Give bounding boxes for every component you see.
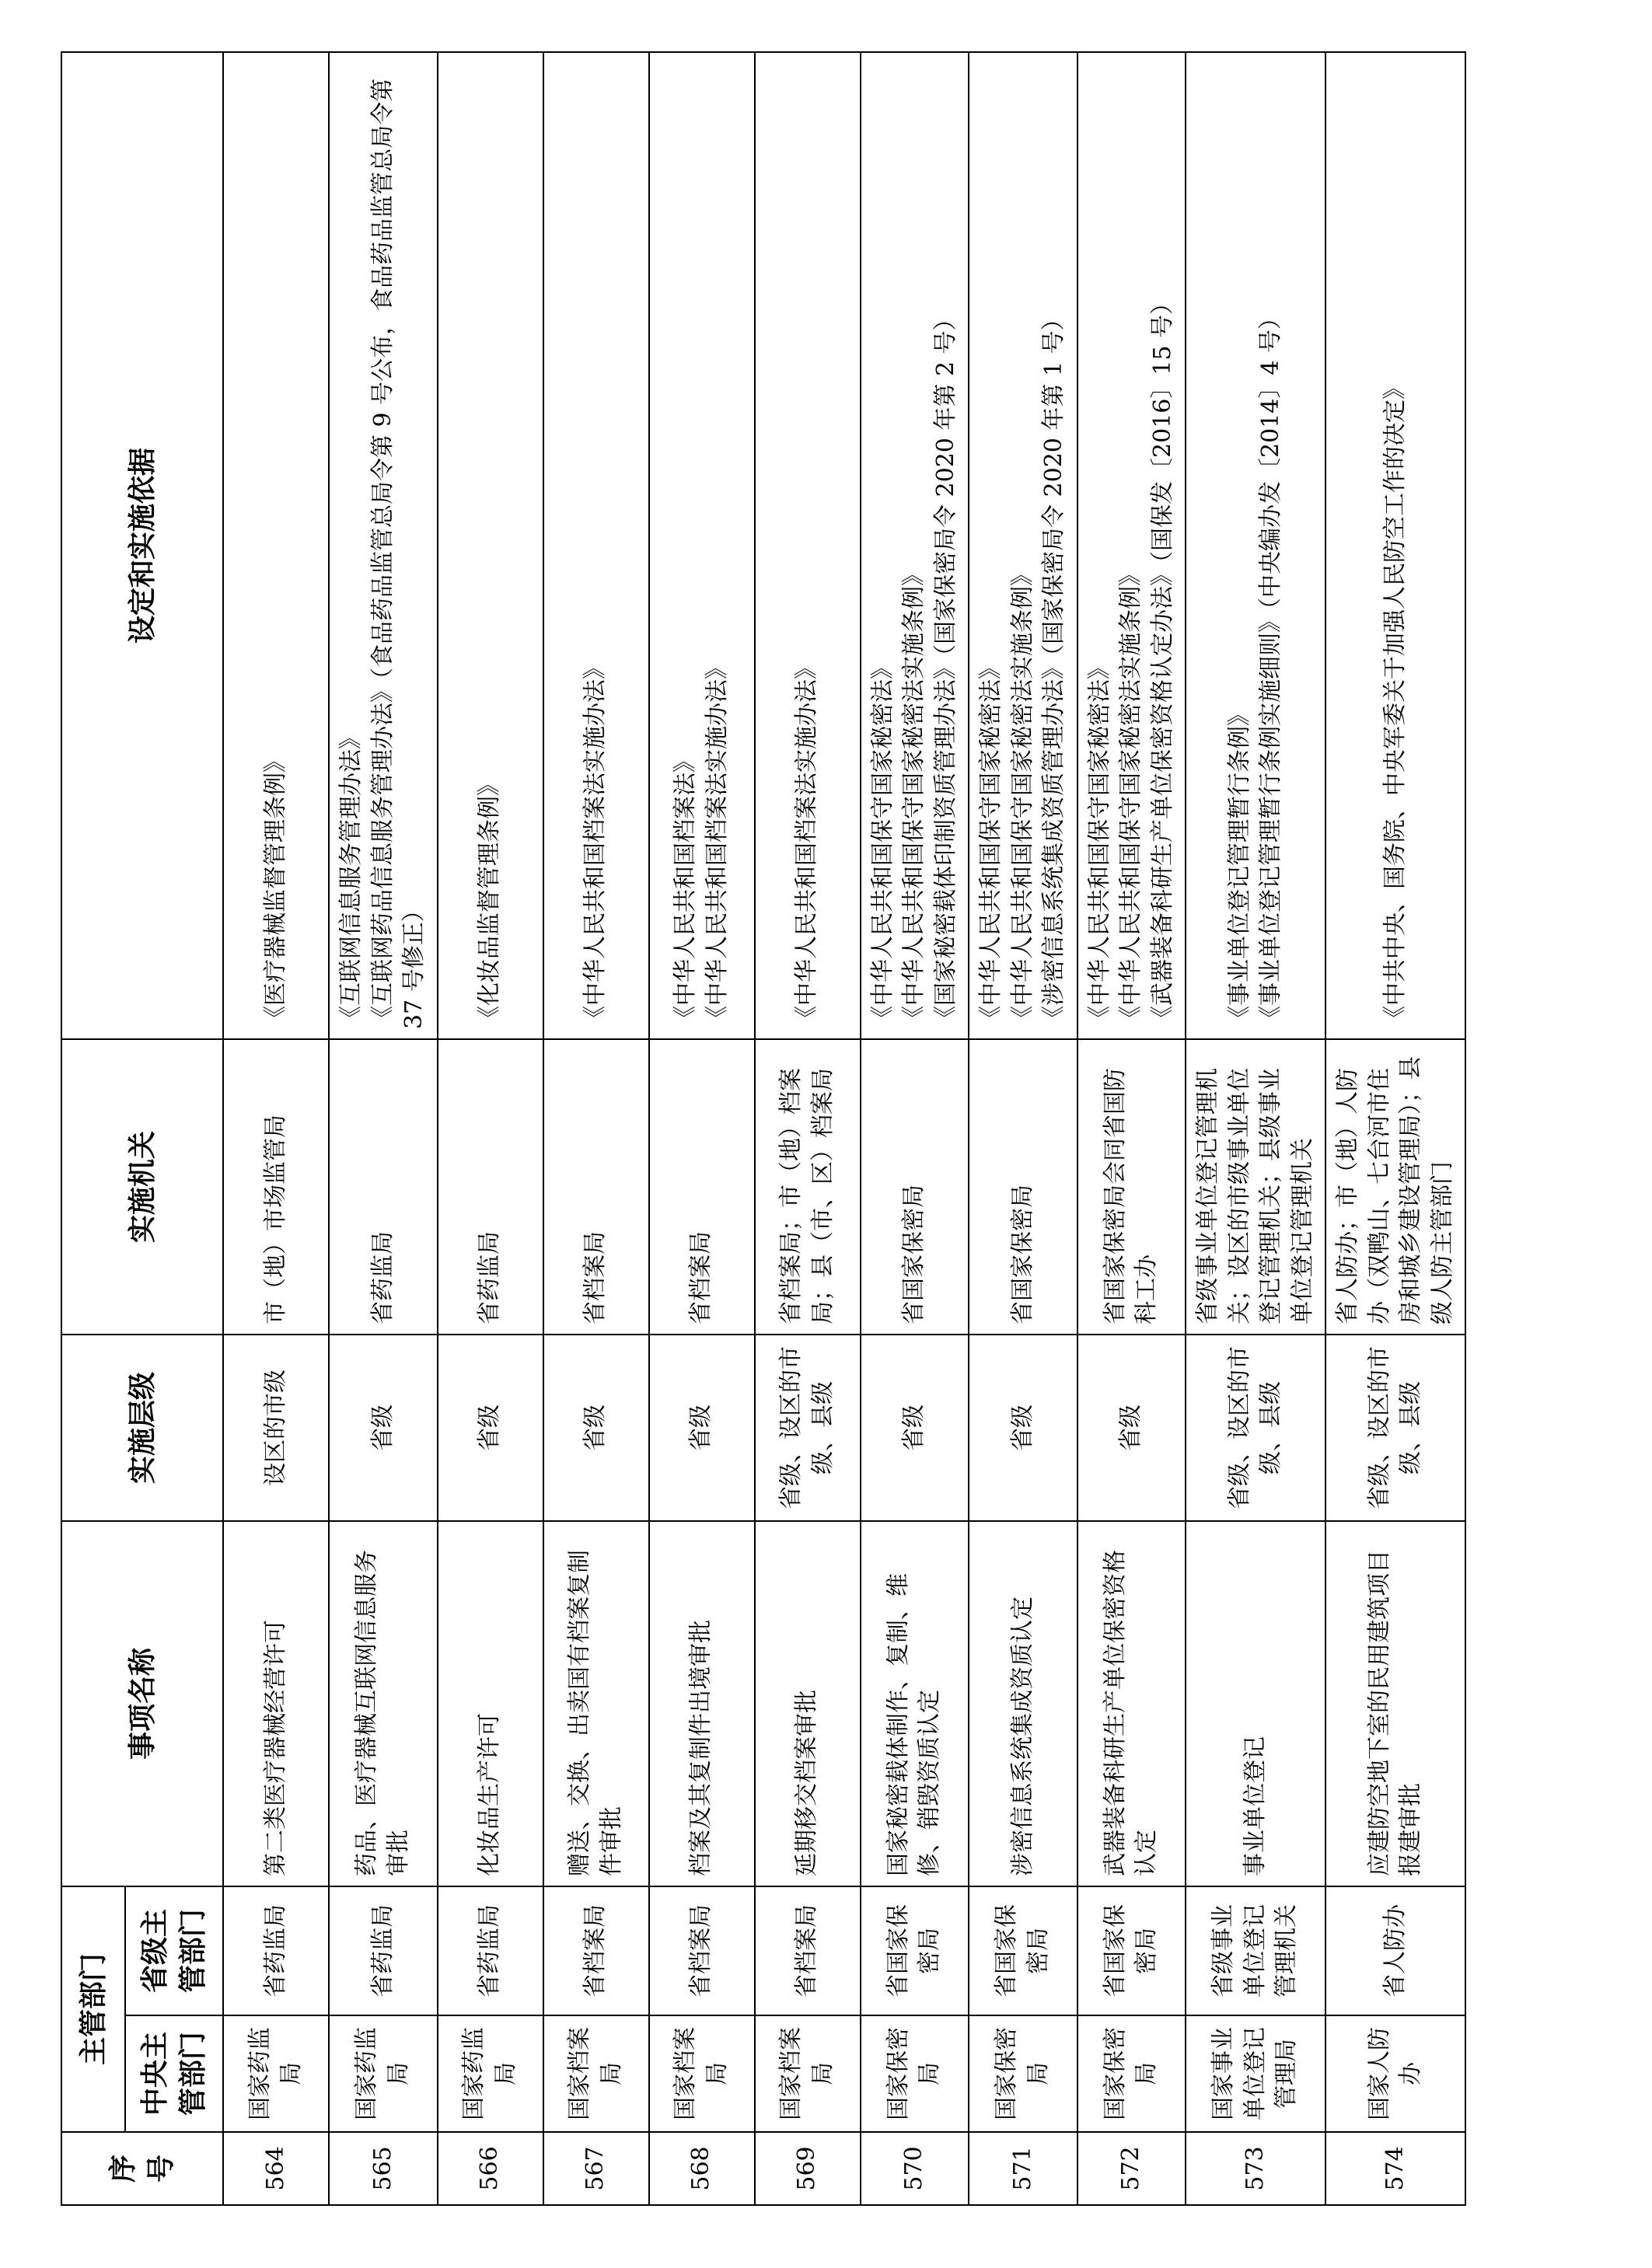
header-seq: 序号 xyxy=(61,2132,223,2205)
agency-cell: 省国家保密局会同省国防科工办 xyxy=(1077,1039,1186,1335)
seq-cell: 568 xyxy=(649,2132,755,2205)
basis-cell xyxy=(543,52,649,1039)
header-level: 实施层级 xyxy=(61,1335,223,1521)
basis-cell xyxy=(649,52,755,1039)
basis-cell xyxy=(1186,52,1325,1039)
level-cell: 省级 xyxy=(543,1335,649,1521)
basis-line: 《化妆品监督管理条例》 xyxy=(476,772,504,1029)
items-table xyxy=(61,51,1466,2206)
level-cell: 省级 xyxy=(861,1335,969,1521)
item-name-cell: 化妆品生产许可 xyxy=(438,1521,543,1886)
provincial-department-cell: 省药监局 xyxy=(223,1886,329,2015)
level-cell: 省级、设区的市级、县级 xyxy=(1186,1335,1325,1521)
header-row-1 xyxy=(61,52,125,2205)
central-department-cell: 国家档案局 xyxy=(649,2015,755,2132)
level-cell: 省级 xyxy=(649,1335,755,1521)
level-cell: 省级 xyxy=(438,1335,543,1521)
table-row xyxy=(329,52,438,2205)
central-department-cell: 国家人防办 xyxy=(1325,2015,1465,2132)
table-body xyxy=(223,52,1465,2205)
table-row xyxy=(438,52,543,2205)
provincial-department-cell: 省药监局 xyxy=(329,1886,438,2015)
item-name-cell: 延期移交档案审批 xyxy=(755,1521,861,1886)
agency-cell: 省药监局 xyxy=(329,1039,438,1335)
item-name-cell: 事业单位登记 xyxy=(1186,1521,1325,1886)
basis-cell xyxy=(969,52,1077,1039)
basis-cell xyxy=(861,52,969,1039)
provincial-department-cell: 省档案局 xyxy=(755,1886,861,2015)
agency-cell: 省级事业单位登记管理机关；设区的市级事业单位登记管理机关；县级事业单位登记管理机关 xyxy=(1186,1039,1325,1335)
seq-cell: 567 xyxy=(543,2132,649,2205)
basis-line: 《互联网药品信息服务管理办法》（食品药品监管总局令第 9 号公布，食品药品监管总局令第 37 号修正） xyxy=(368,78,428,1029)
header-basis: 设定和实施依据 xyxy=(61,52,223,1039)
basis-cell xyxy=(329,52,438,1039)
central-department-cell: 国家档案局 xyxy=(755,2015,861,2132)
level-cell: 设区的市级 xyxy=(223,1335,329,1521)
item-name-cell: 第二类医疗器械经营许可 xyxy=(223,1521,329,1886)
central-department-cell: 国家保密局 xyxy=(1077,2015,1186,2132)
level-cell: 省级、设区的市级、县级 xyxy=(1325,1335,1465,1521)
table-row xyxy=(1325,52,1465,2205)
basis-line: 《中华人民共和国档案法》 xyxy=(672,748,699,1029)
item-name-cell: 档案及其复制件出境审批 xyxy=(649,1521,755,1886)
central-department-cell: 国家保密局 xyxy=(861,2015,969,2132)
table-row xyxy=(223,52,329,2205)
provincial-department-cell: 省级事业单位登记管理机关 xyxy=(1186,1886,1325,2015)
basis-line: 《中华人民共和国保守国家秘密法实施条例》 xyxy=(900,562,927,1029)
basis-cell xyxy=(1325,52,1465,1039)
agency-cell: 省档案局 xyxy=(649,1039,755,1335)
central-department-cell: 国家事业单位登记管理局 xyxy=(1186,2015,1325,2132)
basis-cell xyxy=(1077,52,1186,1039)
basis-cell xyxy=(438,52,543,1039)
basis-line: 《中华人民共和国档案法实施办法》 xyxy=(793,655,821,1029)
table-row xyxy=(969,52,1077,2205)
basis-line: 《涉密信息系统集成资质管理办法》（国家保密局令 2020 年第 1 号） xyxy=(1040,307,1067,1029)
seq-cell: 572 xyxy=(1077,2132,1186,2205)
basis-line: 《中华人民共和国保守国家秘密法实施条例》 xyxy=(1117,562,1144,1029)
provincial-department-cell: 省档案局 xyxy=(543,1886,649,2015)
item-name-cell: 赠送、交换、出卖国有档案复制件审批 xyxy=(543,1521,649,1886)
basis-cell xyxy=(223,52,329,1039)
agency-cell: 省国家保密局 xyxy=(969,1039,1077,1335)
seq-cell: 571 xyxy=(969,2132,1077,2205)
seq-cell: 573 xyxy=(1186,2132,1325,2205)
provincial-department-cell: 省人防办 xyxy=(1325,1886,1465,2015)
table-row xyxy=(649,52,755,2205)
table-row xyxy=(543,52,649,2205)
item-name-cell: 应建防空地下室的民用建筑项目报建审批 xyxy=(1325,1521,1465,1886)
agency-cell: 省人防办；市（地）人防办（双鸭山、七台河市住房和城乡建设管理局）；县级人防主管部门 xyxy=(1325,1039,1465,1335)
table-row xyxy=(1077,52,1186,2205)
basis-line: 《中华人民共和国保守国家秘密法》 xyxy=(977,655,1004,1029)
header-agency: 实施机关 xyxy=(61,1039,223,1335)
basis-line: 《国家秘密载体印制资质管理办法》（国家保密局令 2020 年第 2 号） xyxy=(931,307,959,1029)
basis-line: 《中华人民共和国档案法实施办法》 xyxy=(582,655,609,1029)
header-department-group: 主管部门 xyxy=(61,1886,125,2132)
provincial-department-cell: 省药监局 xyxy=(438,1886,543,2015)
central-department-cell: 国家档案局 xyxy=(543,2015,649,2132)
agency-cell: 市（地）市场监管局 xyxy=(223,1039,329,1335)
agency-cell: 省药监局 xyxy=(438,1039,543,1335)
basis-line: 《中华人民共和国保守国家秘密法实施条例》 xyxy=(1008,562,1036,1029)
basis-line: 《中共中央、国务院、中央军委关于加强人民防空工作的决定》 xyxy=(1381,375,1409,1029)
provincial-department-cell: 省国家保密局 xyxy=(969,1886,1077,2015)
level-cell: 省级 xyxy=(1077,1335,1186,1521)
header-provincial-department: 省级主管部门 xyxy=(125,1886,223,2015)
seq-cell: 570 xyxy=(861,2132,969,2205)
item-name-cell: 国家秘密载体制作、复制、维修、销毁资质认定 xyxy=(861,1521,969,1886)
basis-line: 《中华人民共和国保守国家秘密法》 xyxy=(1085,655,1113,1029)
basis-line: 《医疗器械监督管理条例》 xyxy=(261,748,289,1029)
seq-cell: 564 xyxy=(223,2132,329,2205)
seq-cell: 565 xyxy=(329,2132,438,2205)
table-row xyxy=(1186,52,1325,2205)
level-cell: 省级 xyxy=(329,1335,438,1521)
basis-cell xyxy=(755,52,861,1039)
level-cell: 省级 xyxy=(969,1335,1077,1521)
table-row xyxy=(755,52,861,2205)
central-department-cell: 国家药监局 xyxy=(438,2015,543,2132)
level-cell: 省级、设区的市级、县级 xyxy=(755,1335,861,1521)
agency-cell: 省国家保密局 xyxy=(861,1039,969,1335)
central-department-cell: 国家保密局 xyxy=(969,2015,1077,2132)
header-item-name: 事项名称 xyxy=(61,1521,223,1886)
table-row xyxy=(861,52,969,2205)
basis-line: 《中华人民共和国保守国家秘密法》 xyxy=(868,655,896,1029)
basis-line: 《中华人民共和国档案法实施办法》 xyxy=(703,655,731,1029)
basis-line: 《事业单位登记管理暂行条例》 xyxy=(1225,702,1253,1029)
central-department-cell: 国家药监局 xyxy=(329,2015,438,2132)
item-name-cell: 涉密信息系统集成资质认定 xyxy=(969,1521,1077,1886)
seq-cell: 566 xyxy=(438,2132,543,2205)
item-name-cell: 药品、医疗器械互联网信息服务审批 xyxy=(329,1521,438,1886)
basis-line: 《互联网信息服务管理办法》 xyxy=(337,725,365,1029)
seq-cell: 569 xyxy=(755,2132,861,2205)
provincial-department-cell: 省档案局 xyxy=(649,1886,755,2015)
agency-cell: 省档案局；市（地）档案局；县（市、区）档案局 xyxy=(755,1039,861,1335)
provincial-department-cell: 省国家保密局 xyxy=(861,1886,969,2015)
central-department-cell: 国家药监局 xyxy=(223,2015,329,2132)
basis-line: 《事业单位登记管理暂行条例实施细则》（中央编办发〔2014〕4 号） xyxy=(1257,306,1284,1029)
agency-cell: 省档案局 xyxy=(543,1039,649,1335)
seq-cell: 574 xyxy=(1325,2132,1465,2205)
header-central-department: 中央主管部门 xyxy=(125,2015,223,2132)
provincial-department-cell: 省国家保密局 xyxy=(1077,1886,1186,2015)
item-name-cell: 武器装备科研生产单位保密资格认定 xyxy=(1077,1521,1186,1886)
basis-line: 《武器装备科研生产单位保密资格认定办法》（国保发〔2016〕15 号） xyxy=(1148,291,1176,1029)
